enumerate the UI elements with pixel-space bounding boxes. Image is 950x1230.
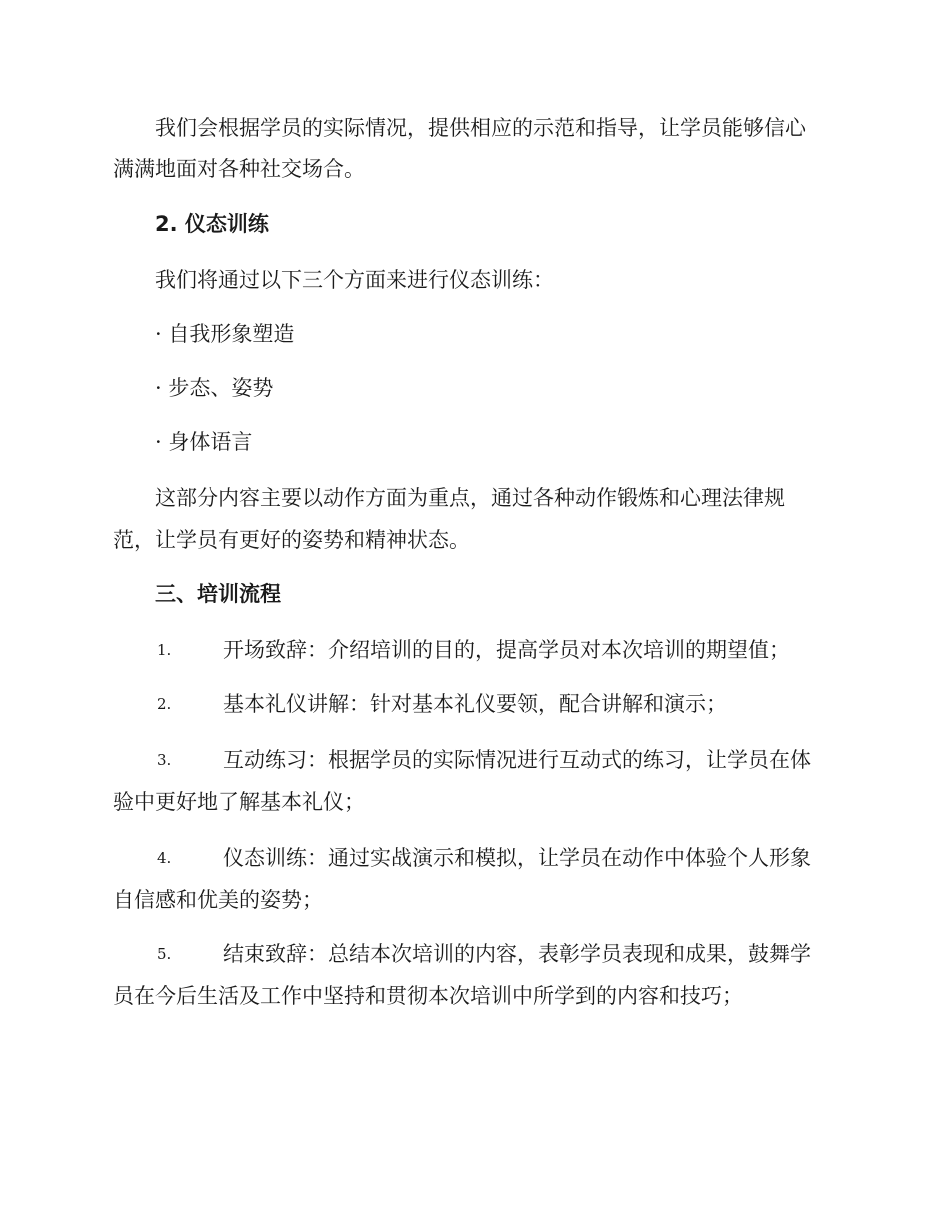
step-text-line-1: 开场致辞：介绍培训的目的，提高学员对本次培训的期望值；	[223, 638, 790, 662]
bullet-item: · 自我形象塑造	[155, 322, 295, 346]
intro-paragraph-line-2: 满满地面对各种社交场合。	[113, 157, 365, 181]
section2-summary-line-2: 范，让学员有更好的姿势和精神状态。	[113, 528, 470, 552]
intro-paragraph-line-1: 我们会根据学员的实际情况，提供相应的示范和指导，让学员能够信心	[155, 116, 806, 140]
section-heading-posture-training: 2. 仪态训练	[155, 212, 269, 236]
step-text-line-1: 基本礼仪讲解：针对基本礼仪要领，配合讲解和演示；	[223, 692, 727, 716]
step-text-line-2: 员在今后生活及工作中坚持和贯彻本次培训中所学到的内容和技巧；	[113, 984, 743, 1008]
step-number: 2.	[157, 695, 172, 713]
step-text-line-1: 结束致辞：总结本次培训的内容，表彰学员表现和成果，鼓舞学	[223, 942, 811, 966]
section-heading-training-process: 三、培训流程	[155, 582, 281, 606]
bullet-item: · 步态、姿势	[155, 376, 274, 400]
step-text-line-2: 验中更好地了解基本礼仪；	[113, 790, 365, 814]
section2-lead: 我们将通过以下三个方面来进行仪态训练：	[155, 268, 554, 292]
step-number: 3.	[157, 751, 172, 769]
step-number: 1.	[157, 641, 172, 659]
section2-summary-line-1: 这部分内容主要以动作方面为重点，通过各种动作锻炼和心理法律规	[155, 486, 785, 510]
step-number: 4.	[157, 849, 172, 867]
step-text-line-1: 互动练习：根据学员的实际情况进行互动式的练习，让学员在体	[223, 748, 811, 772]
step-number: 5.	[157, 945, 172, 963]
bullet-item: · 身体语言	[155, 430, 253, 454]
step-text-line-2: 自信感和优美的姿势；	[113, 888, 323, 912]
step-text-line-1: 仪态训练：通过实战演示和模拟，让学员在动作中体验个人形象	[223, 846, 811, 870]
